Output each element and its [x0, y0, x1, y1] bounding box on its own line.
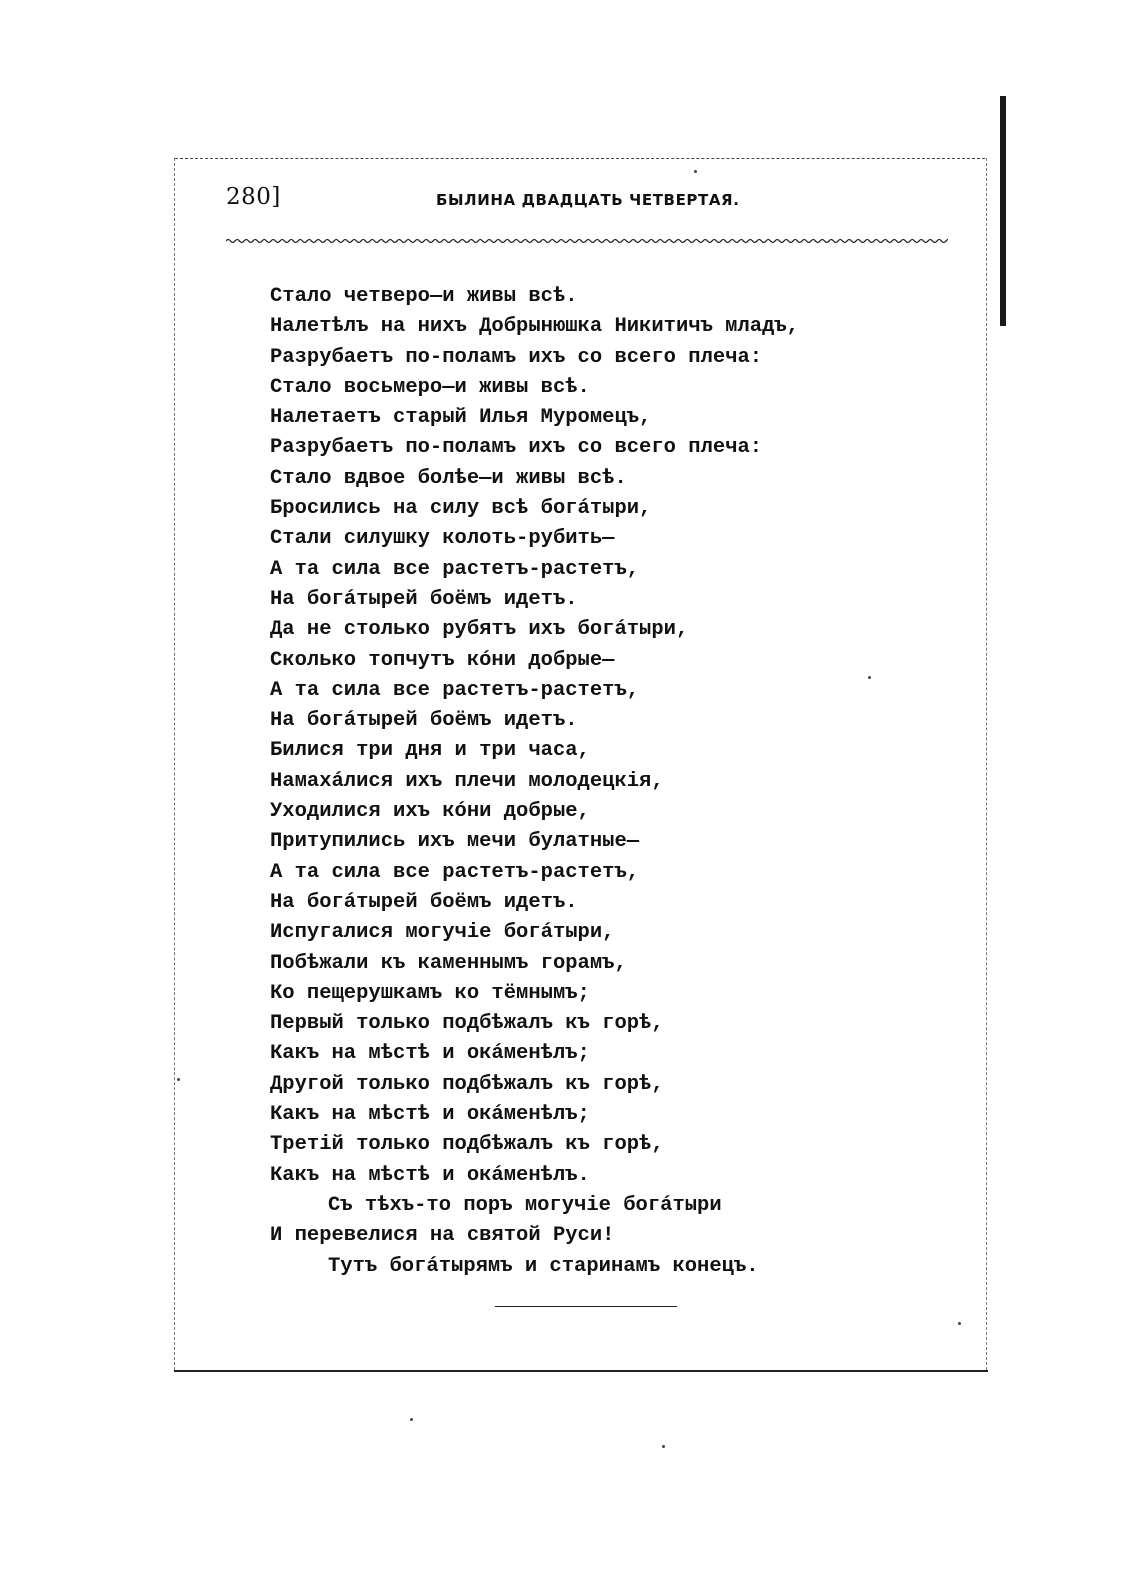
page-frame-right — [986, 158, 987, 1370]
verse-line: Билися три дня и три часа, — [270, 739, 590, 763]
verse-line: Притупились ихъ мечи булатные— — [270, 830, 640, 854]
verse-line: Бросились на силу всѣ богáтыри, — [270, 497, 652, 521]
verse-line: На богáтырей боёмъ идетъ. — [270, 587, 578, 611]
verse-line: И перевелися на святой Руси! — [270, 1224, 615, 1248]
speck — [410, 1418, 413, 1421]
speck — [958, 1322, 961, 1325]
page-frame-left — [174, 158, 175, 1370]
end-rule — [495, 1306, 677, 1307]
verse-line: На богáтырей боёмъ идетъ. — [270, 709, 578, 733]
verse-line: Разрубаетъ по-поламъ ихъ со всего плеча: — [270, 345, 763, 369]
verse-line: Уходилися ихъ кóни добрые, — [270, 800, 590, 824]
verse-line: Стало вдвое болѣе—и живы всѣ. — [270, 466, 627, 490]
verse-line: Ко пещерушкамъ ко тёмнымъ; — [270, 981, 590, 1005]
verse-line: Какъ на мѣстѣ и окáменѣлъ. — [270, 1163, 590, 1187]
verse-line: На богáтырей боёмъ идетъ. — [270, 890, 578, 914]
speck — [868, 676, 871, 679]
verse-line: Тутъ богáтырямъ и старинамъ конецъ. — [328, 1254, 759, 1278]
verse-block — [270, 282, 799, 1282]
page-number: 280] — [226, 184, 281, 210]
verse-line: А та сила все растетъ-растетъ, — [270, 678, 640, 702]
verse-line: Да не столько рубятъ ихъ богáтыри, — [270, 618, 689, 642]
running-head: БЫЛИНА ДВАДЦАТЬ ЧЕТВЕРТАЯ. — [436, 191, 740, 209]
speck — [177, 1078, 180, 1081]
page-frame-top — [175, 158, 985, 159]
verse-line: Сколько топчутъ кóни добрые— — [270, 648, 615, 672]
verse-line: Другой только подбѣжалъ къ горѣ, — [270, 1072, 664, 1096]
speck — [662, 1445, 665, 1448]
verse-line: Стало восьмеро—и живы всѣ. — [270, 375, 590, 399]
verse-line: А та сила все растетъ-растетъ, — [270, 557, 640, 581]
verse-line: Разрубаетъ по-поламъ ихъ со всего плеча: — [270, 436, 763, 460]
verse-line: Намахáлися ихъ плечи молодецкія, — [270, 769, 664, 793]
verse-line: Стало четверо—и живы всѣ. — [270, 285, 578, 308]
verse-line: Налетаетъ старый Илья Муромецъ, — [270, 406, 652, 430]
page-edge-mark — [1000, 96, 1006, 326]
verse-line: Какъ на мѣстѣ и окáменѣлъ; — [270, 1042, 590, 1066]
verse-line: Испугалися могучіе богáтыри, — [270, 921, 615, 945]
verse-line: А та сила все растетъ-растетъ, — [270, 860, 640, 884]
wave-rule — [226, 236, 948, 246]
verse-line: Какъ на мѣстѣ и окáменѣлъ; — [270, 1103, 590, 1127]
verse-line: Третій только подбѣжалъ къ горѣ, — [270, 1133, 664, 1157]
speck — [694, 170, 697, 173]
verse-line: Стали силушку колоть-рубить— — [270, 527, 615, 551]
verse-line: Налетѣлъ на нихъ Добрынюшка Никитичъ младъ, — [270, 315, 799, 339]
verse-line: Первый только подбѣжалъ къ горѣ, — [270, 1012, 664, 1036]
verse-line: Съ тѣхъ-то поръ могучіе богáтыри — [328, 1193, 722, 1217]
page-frame-bottom — [174, 1370, 988, 1372]
verse-line: Побѣжали къ каменнымъ горамъ, — [270, 951, 627, 975]
